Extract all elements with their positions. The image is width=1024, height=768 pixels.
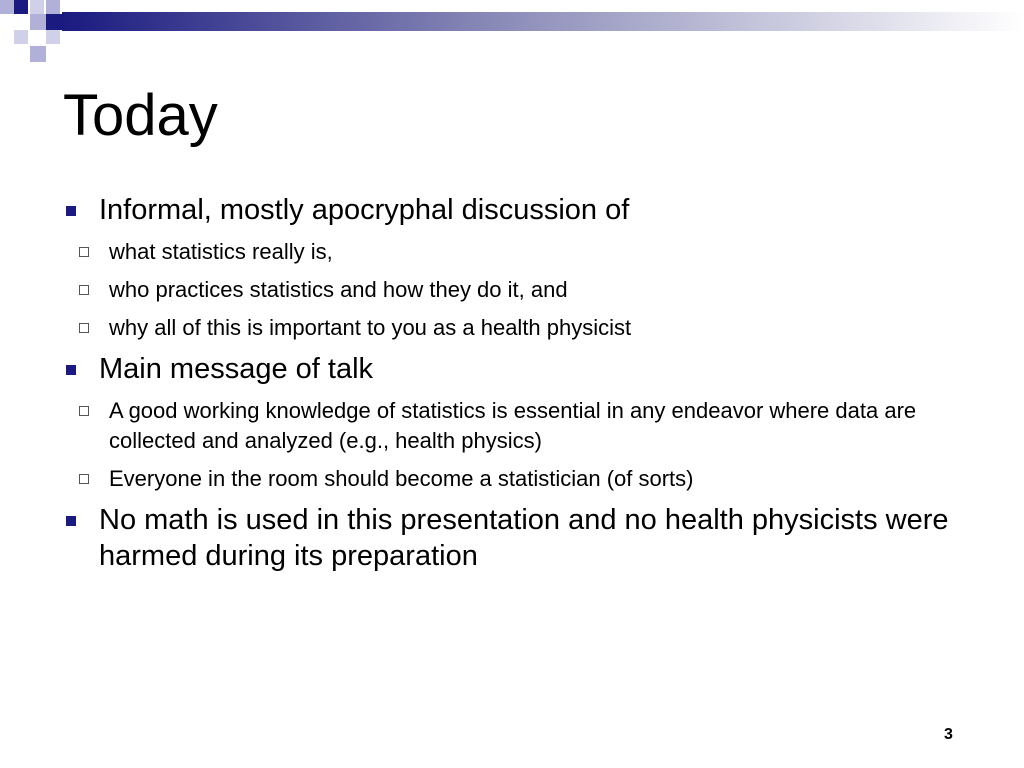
banner-square: [30, 30, 46, 46]
banner-square: [46, 14, 62, 30]
sub-bullet-item: [25, 396, 962, 456]
banner-square: [30, 46, 46, 62]
filled-square-bullet-icon: [66, 516, 76, 526]
banner-fade-bar: [62, 12, 1024, 31]
sub-bullet-item: [25, 237, 962, 267]
title-banner: [0, 0, 1024, 62]
banner-square: [14, 30, 28, 44]
banner-square: [0, 0, 14, 14]
sub-bullet-text: why all of this is important to you as a health physicist: [109, 315, 632, 340]
bullet-text: Main message of talk: [99, 353, 374, 385]
sub-bullet-text: what statistics really is,: [109, 239, 333, 264]
sub-bullet-text: who practices statistics and how they do it, and: [109, 277, 568, 302]
sub-bullet-item: [25, 275, 962, 305]
hollow-square-bullet-icon: [79, 474, 89, 484]
hollow-square-bullet-icon: [79, 247, 89, 257]
banner-square: [46, 30, 60, 44]
banner-square: [46, 0, 60, 14]
hollow-square-bullet-icon: [79, 285, 89, 295]
banner-square: [14, 0, 28, 14]
sub-bullet-text: A good working knowledge of statistics is essential in any endeavor where data are collected and analyzed (e.g., health physics): [109, 398, 917, 453]
bullet-text: Informal, mostly apocryphal discussion of: [99, 194, 630, 226]
bullet-list: [62, 192, 962, 583]
page-number: 3: [944, 726, 953, 743]
hollow-square-bullet-icon: [79, 323, 89, 333]
sub-bullet-item: [25, 464, 962, 494]
bullet-text: No math is used in this presentation and no health physicists were harmed during its preparation: [99, 504, 949, 572]
hollow-square-bullet-icon: [79, 406, 89, 416]
banner-graphic: [0, 0, 1024, 62]
banner-square: [30, 0, 44, 14]
filled-square-bullet-icon: [66, 365, 76, 375]
bullet-item: [62, 192, 962, 228]
banner-square: [14, 14, 30, 30]
sub-bullet-item: [25, 313, 962, 343]
banner-square: [30, 14, 46, 30]
sub-bullet-text: Everyone in the room should become a statistician (of sorts): [109, 466, 694, 491]
bullet-item: [62, 502, 962, 574]
bullet-item: [62, 351, 962, 387]
slide-title: Today: [63, 83, 218, 148]
filled-square-bullet-icon: [66, 206, 76, 216]
